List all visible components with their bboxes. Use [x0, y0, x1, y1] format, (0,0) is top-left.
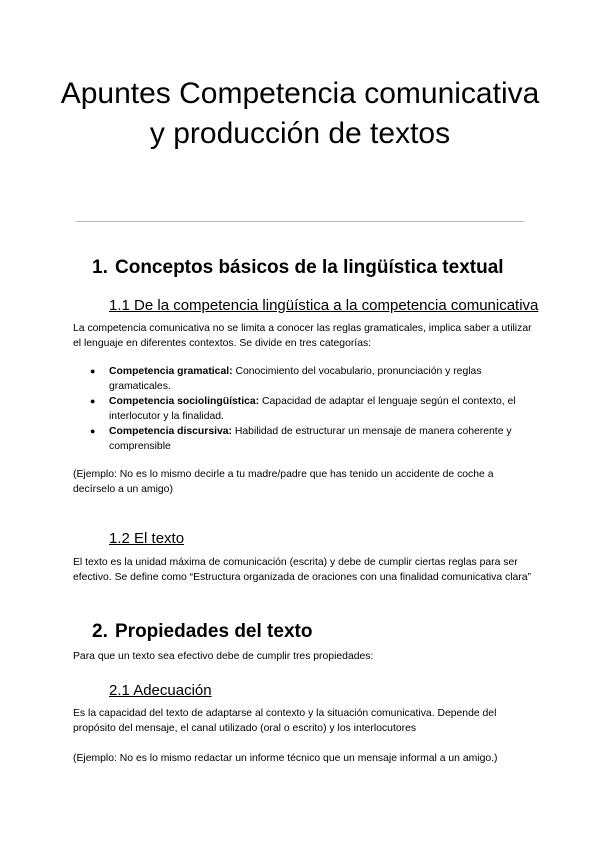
competence-bullet-list	[90, 364, 530, 454]
paragraph-texto-definition: El texto es la unidad máxima de comunicación (escrita) y debe de cumplir ciertas reglas para ser efectivo. Se define como “Estructura organizada de oraciones con una finalidad comunicativa clara”	[73, 557, 532, 583]
document-title: Apuntes Competencia comunicativa y producción de textos	[60, 77, 540, 150]
paragraph-propiedades-intro: Para que un texto sea efectivo debe de cumplir tres propiedades:	[73, 651, 374, 662]
bullet-icon: ●	[90, 396, 96, 406]
list-item	[90, 364, 530, 394]
section-number: 1.	[92, 257, 108, 278]
paragraph-competencia-intro: La competencia comunicativa no se limita a conocer las reglas gramaticales, implica saber a utilizar el lenguaje en diferentes contextos. Se divide en tres categorías:	[73, 323, 532, 349]
bullet-text: Habilidad de estructurar un mensaje de manera coherente y comprensible	[109, 426, 512, 452]
section-title: Conceptos básicos de la lingüística textual	[115, 257, 504, 278]
paragraph-example-2: (Ejemplo: No es lo mismo redactar un informe técnico que un mensaje informal a un amigo.)	[73, 753, 498, 764]
bullet-term: Competencia discursiva:	[109, 426, 232, 437]
section-heading-2	[92, 620, 312, 644]
subsection-heading-1-2: 1.2 El texto	[109, 530, 185, 547]
list-item	[90, 424, 530, 454]
paragraph-example-1: (Ejemplo: No es lo mismo decirle a tu madre/padre que has tenido un accidente de coche a decírselo a un amigo)	[73, 469, 494, 495]
subsection-heading-2-1: 2.1 Adecuación	[109, 682, 212, 699]
bullet-text: Capacidad de adaptar el lenguaje según el contexto, el interlocutor y la finalidad.	[109, 396, 516, 422]
bullet-icon: ●	[90, 426, 96, 436]
bullet-term: Competencia sociolingüística:	[109, 396, 260, 407]
paragraph-adecuacion: Es la capacidad del texto de adaptarse al contexto y la situación comunicativa. Depende del propósito del mensaje, el canal utilizado (oral o escrito) y los interlocutores	[73, 708, 497, 734]
bullet-icon: ●	[90, 366, 96, 376]
section-title: Propiedades del texto	[115, 621, 313, 642]
bullet-term: Competencia gramatical:	[109, 366, 233, 377]
section-heading-1	[92, 256, 504, 280]
title-divider	[76, 221, 524, 222]
section-number: 2.	[92, 621, 108, 642]
list-item	[90, 394, 530, 424]
bullet-text: Conocimiento del vocabulario, pronunciación y reglas gramaticales.	[109, 366, 482, 392]
subsection-heading-1-1: 1.1 De la competencia lingüística a la competencia comunicativa	[109, 297, 539, 314]
